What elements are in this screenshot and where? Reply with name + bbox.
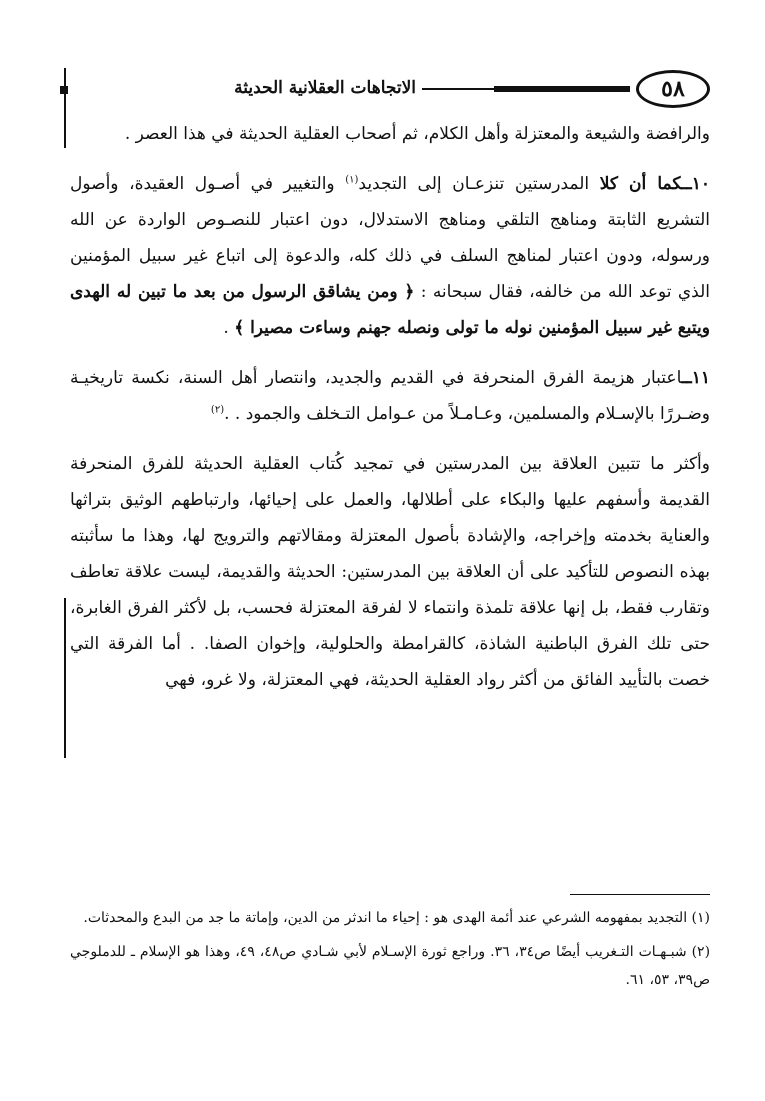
quran-quote: ﴿ ومن يشاقق الرسول من بعد ما تبين له الهدى ويتبع غير سبيل المؤمنين نوله ما تولى ونصله جهنم وساءت مصيرا ﴾ [70,282,710,338]
book-page [50,58,710,1098]
header-rule-thick [494,86,630,92]
page-number: ٥٨ [636,70,710,108]
item-number-11: ١١ــ [681,368,710,388]
paragraph-10-lead: كما أن كلا [599,174,682,194]
paragraph-10-text-a: المدرستين تنزعـان إلى التجديد [358,174,600,194]
body-text [70,116,710,712]
footnote-ref-1: (١) [345,174,359,186]
item-number-10: ١٠ــ [681,174,710,194]
paragraph-10 [70,166,710,346]
page-header [50,58,710,116]
margin-bar-middle [64,598,66,758]
paragraph-12: وأكثر ما تتبين العلاقة بين المدرستين في تمجيد كُتاب العقلية الحديثة للفرق المنحرفة القديمة وأسفهم عليها والبكاء على أطلالها، والعمل على إحيائها، وارتباطهم الوثيق بتراثها والعناية بخدمته وإخراجه، والإشادة بأصول المعتزلة ومقالاتهم والترويج لها، وهذا ما سأثبته بهذه النصوص للتأكيد على أن العلاقة بين المدرستين: الحديثة والقديمة، ليست علاقة تعاطف وتقارب فقط، بل إنها علاقة تلمذة وانتماء لا لفرقة المعتزلة فحسب، بل لأكثر الفرق الغابرة، حتى تلك الفرق الباطنية الشاذة، كالقرامطة والحلولية، وإخوان الصفا. . أما الفرقة التي خصت بالتأييد الفائق من أكثر رواد العقلية الحديثة، فهي المعتزلة، ولا غرو، فهي [70,454,710,690]
paragraph-11-text: اعتبار هزيمة الفرق المنحرفة في القديم والجديد، وانتصار أهل السنة، نكسة تاريخيـة وضـررًا بالإسـلام والمسلمين، وعـامـلاً من عـوامل التـخلف والجمود . . [70,368,710,424]
footnotes [70,904,710,1000]
paragraph-continuation: والرافضة والشيعة والمعتزلة وأهل الكلام، ثم أصحاب العقلية الحديثة في هذا العصر . [124,124,710,144]
footnote-ref-2: (٢) [210,404,225,416]
footnote-separator [570,894,710,895]
paragraph-10-end: . [223,318,235,338]
footnote-1: (١) التجديد بمفهومه الشرعي عند أئمة الهدى هو : إحياء ما اندثر من الدين، وإماتة ما جد من البدع والمحدثات. [83,910,710,926]
margin-bar-top [64,68,66,148]
paragraph-10-text-b: والتغيير في أصـول العقيدة، وأصول التشريع الثابتة ومناهج التلقي ومناهج الاستدلال، دون اعتبار للنصـوص الواردة عن الله ورسوله، ودون اعتبار لمناهج السلف في ذلك كله، والدعوة إلى اتباع غير سبيل المؤمنين الذي توعد الله من خالفه، فقال سبحانه : [70,174,710,302]
running-title: الاتجاهات العقلانية الحديثة [234,78,416,98]
header-rule-thin [422,88,494,90]
footnote-2: (٢) شبـهـات التـغريب أيضًا ص٣٤، ٣٦. وراجع ثورة الإسـلام لأبي شـادي ص٤٨، ٤٩، وهذا هو الإسلام ـ للدملوجي ص٣٩، ٥٣، ٦١. [70,944,711,988]
paragraph-11 [70,360,710,432]
